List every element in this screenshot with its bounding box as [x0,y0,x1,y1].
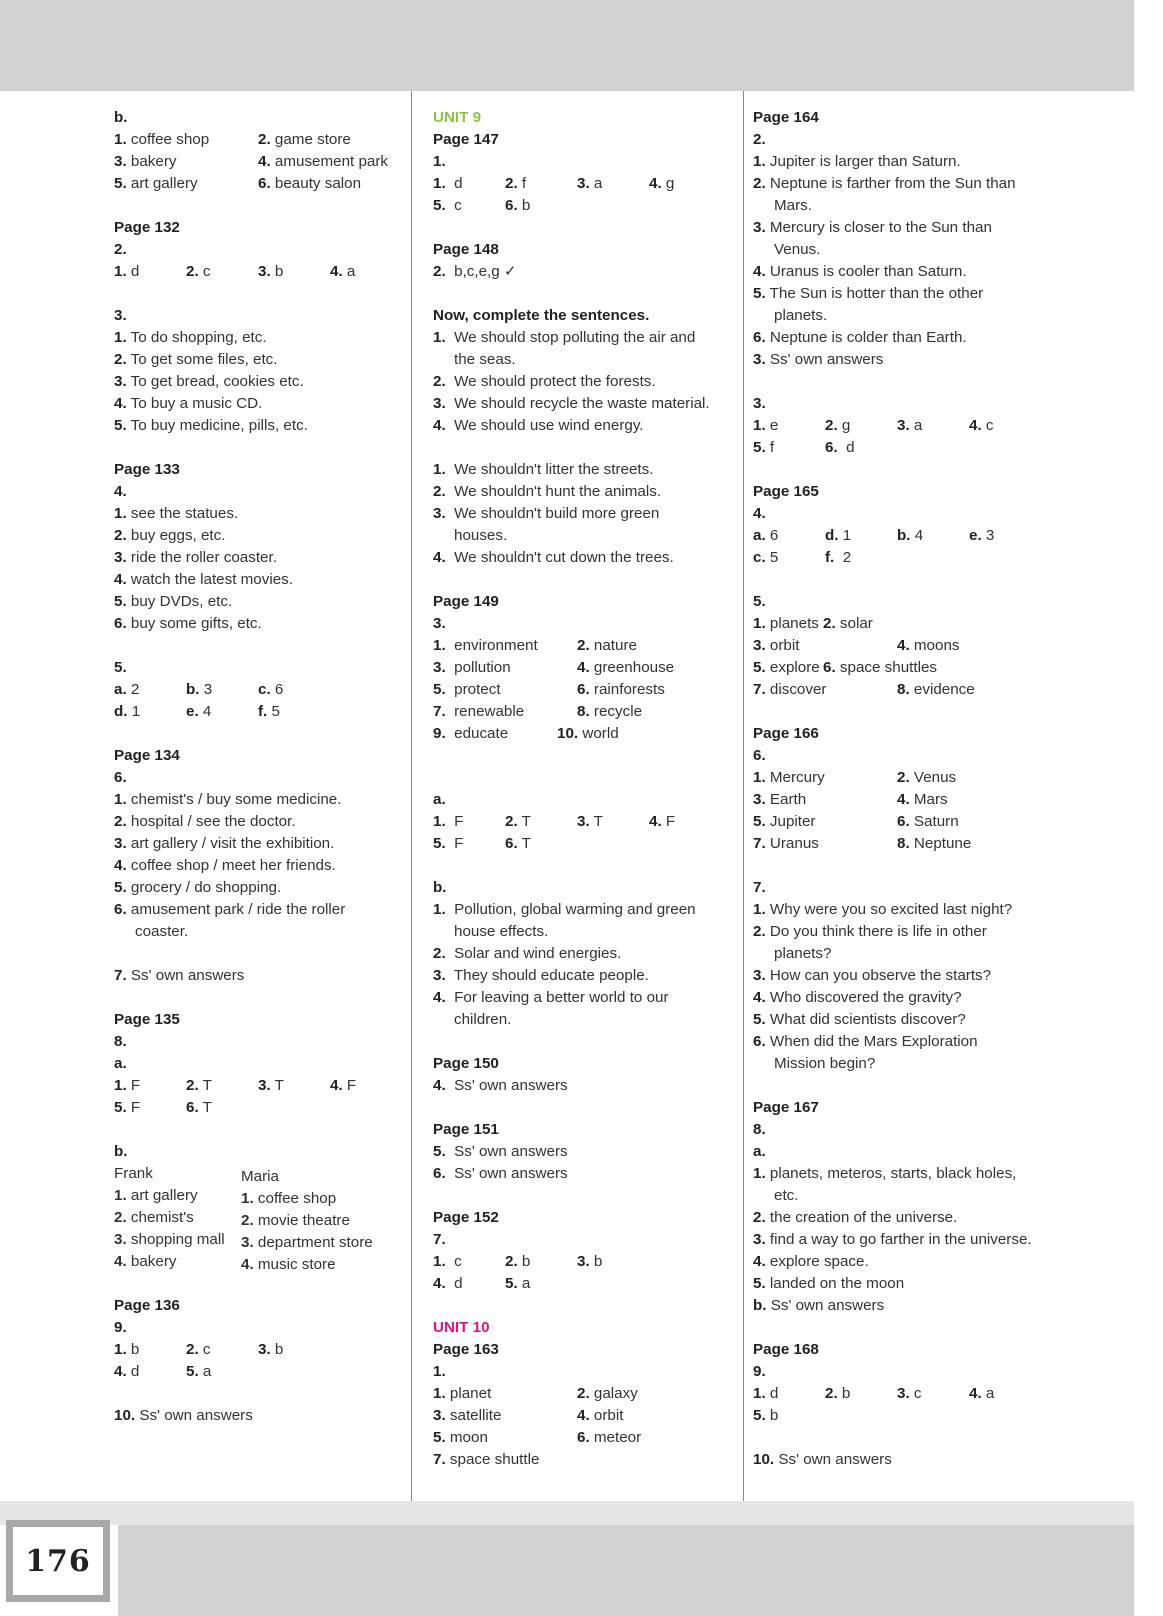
page-heading: Page 149 [433,593,499,610]
answer-item: 3. art gallery / visit the exhibition. [114,835,335,852]
answer-item: 5. To buy medicine, pills, etc. [114,417,308,434]
answer-item: 1. planets [753,615,819,632]
answer-item: 2. We shouldn't hunt the animals. [433,483,662,500]
answer-item: 1. F [114,1077,141,1094]
answer-item: 3. b [577,1253,603,1270]
section-label: a. [114,1055,127,1072]
answer-item: 3. How can you observe the starts? [753,967,992,984]
answer-item: 1. d [753,1385,779,1402]
answer-item: 7. space shuttle [433,1451,540,1468]
answer-item: 4. music store [241,1256,336,1273]
answer-item: 3. b [258,1341,284,1358]
answer-item: 4. amusement park [258,153,389,170]
answer-item: 2. chemist's [114,1209,194,1226]
answer-item: 4. moons [897,637,960,654]
exercise-number: 5. [753,593,766,610]
page-heading: Page 135 [114,1011,180,1028]
answer-item: 4. watch the latest movies. [114,571,293,588]
answer-item: 6. Neptune is colder than Earth. [753,329,967,346]
answer-continuation: planets? [774,945,832,962]
exercise-number: 4. [753,505,766,522]
answer-item: 3. We should recycle the waste material. [433,395,710,412]
maria-list [241,1166,373,1276]
answer-item: 4. To buy a music CD. [114,395,263,412]
answer-item: 5. protect [433,681,501,698]
answer-item: 3. find a way to go farther in the universe. [753,1231,1032,1248]
answer-continuation: houses. [454,527,508,544]
answer-item: c. 6 [258,681,284,698]
answer-item: 8. Neptune [897,835,972,852]
answer-item: 5. a [186,1363,212,1380]
answer-item: 4. We should use wind energy. [433,417,644,434]
answer-item: 10. Ss' own answers [753,1451,892,1468]
answer-item: 1. We should stop polluting the air and [433,329,696,346]
answer-item: 4. d [114,1363,140,1380]
answer-item: 2. b,c,e,g ✓ [433,263,517,280]
answer-item: 6. meteor [577,1429,642,1446]
exercise-number: 9. [753,1363,766,1380]
answer-item: 6. b [505,197,531,214]
page-number-box [6,1520,110,1602]
exercise-number: 7. [753,879,766,896]
answer-item: 3. We shouldn't build more green [433,505,660,522]
page-number: 176 [25,1543,91,1579]
section-label: a. [433,791,446,808]
exercise-number: 3. [753,395,766,412]
answer-item: 3. bakery [114,153,177,170]
answer-item: 3. orbit [753,637,800,654]
answer-item: b. 4 [897,527,924,544]
answer-column-2 [433,107,733,1471]
answer-item: d. 1 [825,527,852,544]
answer-item: 2. the creation of the universe. [753,1209,958,1226]
answer-column-1 [114,107,404,1427]
answer-item: 2. T [186,1077,212,1094]
exercise-number: 2. [114,241,127,258]
answer-item: e. 4 [186,703,212,720]
answer-item: 1. c [433,1253,462,1270]
answer-item: 8. recycle [577,703,643,720]
answer-item: 4. We shouldn't cut down the trees. [433,549,674,566]
answer-item: 1. see the statues. [114,505,239,522]
page-heading: Page 168 [753,1341,819,1358]
answer-item: 1. F [433,813,464,830]
footer-band [118,1525,1134,1616]
page-heading: Page 147 [433,131,499,148]
section-label: b. [114,1143,128,1160]
answer-item: 4. c [969,417,994,434]
answer-item: 2. buy eggs, etc. [114,527,226,544]
answer-item: 1. To do shopping, etc. [114,329,267,346]
page-heading: Page 136 [114,1297,180,1314]
answer-item: a. 6 [753,527,779,544]
answer-item: 4. explore space. [753,1253,869,1270]
instruction-heading: Now, complete the sentences. [433,307,650,324]
answer-item: 5. buy DVDs, etc. [114,593,233,610]
answer-item: 1. planet [433,1385,492,1402]
answer-item: 9. educate [433,725,509,742]
exercise-number: 7. [433,1231,446,1248]
answer-item: 5. f [753,439,775,456]
exercise-number: 8. [753,1121,766,1138]
answer-item: a. 2 [114,681,140,698]
answer-item: 6. rainforests [577,681,665,698]
exercise-number: 6. [114,769,127,786]
answer-item: 4. Uranus is cooler than Saturn. [753,263,967,280]
answer-item: f. 5 [258,703,280,720]
answer-item: 8. evidence [897,681,975,698]
answer-item: 6. amusement park / ride the roller [114,901,346,918]
answer-item: 1. coffee shop [114,131,210,148]
answer-item: 6. space shuttles [823,659,937,676]
answer-item: 3. Ss' own answers [753,351,884,368]
answer-item: 2. b [825,1385,851,1402]
answer-item: 4. d [433,1275,463,1292]
footer-strip [0,1501,1134,1525]
answer-item: 6. Ss' own answers [433,1165,568,1182]
answer-item: 2. f [505,175,527,192]
answer-item: 3. Earth [753,791,807,808]
answer-item: 7. renewable [433,703,525,720]
answer-item: 2. Do you think there is life in other [753,923,987,940]
answer-item: 1. Why were you so excited last night? [753,901,1013,918]
answer-item: 7. Ss' own answers [114,967,245,984]
answer-item: 1. Mercury [753,769,825,786]
answer-item: 1. planets, meteros, starts, black holes, [753,1165,1017,1182]
answer-item: 2. movie theatre [241,1212,350,1229]
answer-item: 3. a [897,417,923,434]
answer-item: 1. coffee shop [241,1190,337,1207]
answer-item: 6. When did the Mars Exploration [753,1033,978,1050]
page-heading: Page 152 [433,1209,499,1226]
answer-item: 6. T [186,1099,212,1116]
answer-item: 10. world [557,725,619,742]
page-heading: Page 148 [433,241,499,258]
answer-item: 3. a [577,175,603,192]
column-divider-1 [411,91,412,1501]
answer-item: 2. game store [258,131,351,148]
answer-item: 4. Ss' own answers [433,1077,568,1094]
frank-list [114,1163,225,1273]
answer-item: 3. shopping mall [114,1231,225,1248]
answer-item: 1. art gallery [114,1187,198,1204]
answer-item: 4. orbit [577,1407,624,1424]
answer-continuation: coaster. [135,923,189,940]
answer-item: 3. b [258,263,284,280]
page-heading: Page 165 [753,483,819,500]
page-heading: Page 167 [753,1099,819,1116]
page-heading: Page 166 [753,725,819,742]
answer-item: 3. Mercury is closer to the Sun than [753,219,992,236]
answer-item: 1. Pollution, global warming and green [433,901,696,918]
exercise-number: 4. [114,483,127,500]
answer-item: 6. Saturn [897,813,959,830]
answer-item: b. Ss' own answers [753,1297,885,1314]
answer-item: 3. To get bread, cookies etc. [114,373,304,390]
exercise-number: 1. [433,153,446,170]
answer-continuation: Mars. [774,197,812,214]
page-heading: Page 151 [433,1121,499,1138]
answer-item: 4. Mars [897,791,948,808]
answer-continuation: planets. [774,307,828,324]
answer-item: 6. beauty salon [258,175,362,192]
answer-item: 2. Venus [897,769,957,786]
answer-item: 6. buy some gifts, etc. [114,615,262,632]
answer-item: 4. a [330,263,356,280]
answer-item: 3. pollution [433,659,511,676]
header-band [0,0,1134,91]
answer-item: 5. c [433,197,462,214]
answer-item: d. 1 [114,703,141,720]
page-heading: Page 163 [433,1341,499,1358]
answer-item: 5. Ss' own answers [433,1143,568,1160]
answer-item: 10. Ss' own answers [114,1407,253,1424]
answer-item: 1. environment [433,637,538,654]
answer-item: 1. We shouldn't litter the streets. [433,461,654,478]
answer-item: 4. g [649,175,675,192]
page-heading: Page 132 [114,219,180,236]
answer-continuation: house effects. [454,923,549,940]
answer-item: 2. galaxy [577,1385,638,1402]
answer-continuation: Venus. [774,241,821,258]
answer-item: 4. bakery [114,1253,177,1270]
page-heading: Page 133 [114,461,180,478]
answer-item: 3. satellite [433,1407,502,1424]
answer-item: 2. Neptune is farther from the Sun than [753,175,1016,192]
answer-item: 2. b [505,1253,531,1270]
exercise-number: 6. [753,747,766,764]
column-divider-2 [743,91,744,1501]
answer-item: f. 2 [825,549,852,566]
answer-item: 2. T [505,813,531,830]
exercise-number: 8. [114,1033,127,1050]
answer-item: 2. solar [823,615,873,632]
answer-item: 2. Solar and wind energies. [433,945,622,962]
answer-item: 1. b [114,1341,140,1358]
answer-item: 4. F [330,1077,357,1094]
answer-item: 3. T [258,1077,284,1094]
answer-item: 5. F [433,835,464,852]
answer-item: 7. Uranus [753,835,819,852]
answer-item: 4. F [649,813,676,830]
answer-item: 5. Jupiter [753,813,816,830]
answer-item: 2. nature [577,637,637,654]
answer-item: 7. discover [753,681,827,698]
answer-item: 5. moon [433,1429,488,1446]
answer-continuation: etc. [774,1187,799,1204]
answer-item: 1. e [753,417,779,434]
answer-item: 3. c [897,1385,922,1402]
exercise-number: 3. [114,307,127,324]
answer-item: 1. chemist's / buy some medicine. [114,791,342,808]
answer-item: 2. c [186,263,211,280]
answer-item: 5. grocery / do shopping. [114,879,282,896]
answer-item: 5. b [753,1407,779,1424]
page-heading: Page 134 [114,747,180,764]
answer-item: 4. Who discovered the gravity? [753,989,962,1006]
section-label: b. [114,109,128,126]
answer-item: 5. a [505,1275,531,1292]
unit-heading: UNIT 9 [433,109,482,126]
frank-label: Frank [114,1165,153,1182]
section-label: b. [433,879,447,896]
section-label: a. [753,1143,766,1160]
answer-item: 4. greenhouse [577,659,675,676]
answer-item: 3. They should educate people. [433,967,649,984]
answer-item: b. 3 [186,681,213,698]
answer-item: 2. We should protect the forests. [433,373,656,390]
answer-item: c. 5 [753,549,779,566]
answer-item: 3. ride the roller coaster. [114,549,277,566]
answer-column-3 [753,107,1063,1471]
answer-continuation: the seas. [454,351,516,368]
answer-item: 2. To get some files, etc. [114,351,278,368]
exercise-number: 5. [114,659,127,676]
page-heading: Page 164 [753,109,819,126]
answer-item: 5. explore [753,659,820,676]
answer-item: 5. art gallery [114,175,198,192]
exercise-number: 2. [753,131,766,148]
answer-item: 5. The Sun is hotter than the other [753,285,984,302]
answer-item: 6. d [825,439,855,456]
exercise-number: 3. [433,615,446,632]
answer-continuation: children. [454,1011,512,1028]
answer-item: 5. F [114,1099,141,1116]
answer-item: e. 3 [969,527,995,544]
answer-item: 4. a [969,1385,995,1402]
answer-item: 5. What did scientists discover? [753,1011,966,1028]
unit-heading: UNIT 10 [433,1319,490,1336]
answer-item: 1. d [114,263,140,280]
answer-item: 2. g [825,417,851,434]
maria-label: Maria [241,1168,279,1185]
answer-item: 4. coffee shop / meet her friends. [114,857,336,874]
exercise-number: 1. [433,1363,446,1380]
exercise-number: 9. [114,1319,127,1336]
page-heading: Page 150 [433,1055,499,1072]
answer-item: 3. department store [241,1234,373,1251]
answer-continuation: Mission begin? [774,1055,876,1072]
answer-item: 6. T [505,835,531,852]
answer-item: 3. T [577,813,603,830]
answer-item: 4. For leaving a better world to our [433,989,669,1006]
answer-item: 1. Jupiter is larger than Saturn. [753,153,961,170]
frank-maria-lists [114,1163,404,1273]
answer-item: 2. hospital / see the doctor. [114,813,296,830]
answer-item: 1. d [433,175,463,192]
answer-item: 5. landed on the moon [753,1275,905,1292]
answer-item: 2. c [186,1341,211,1358]
